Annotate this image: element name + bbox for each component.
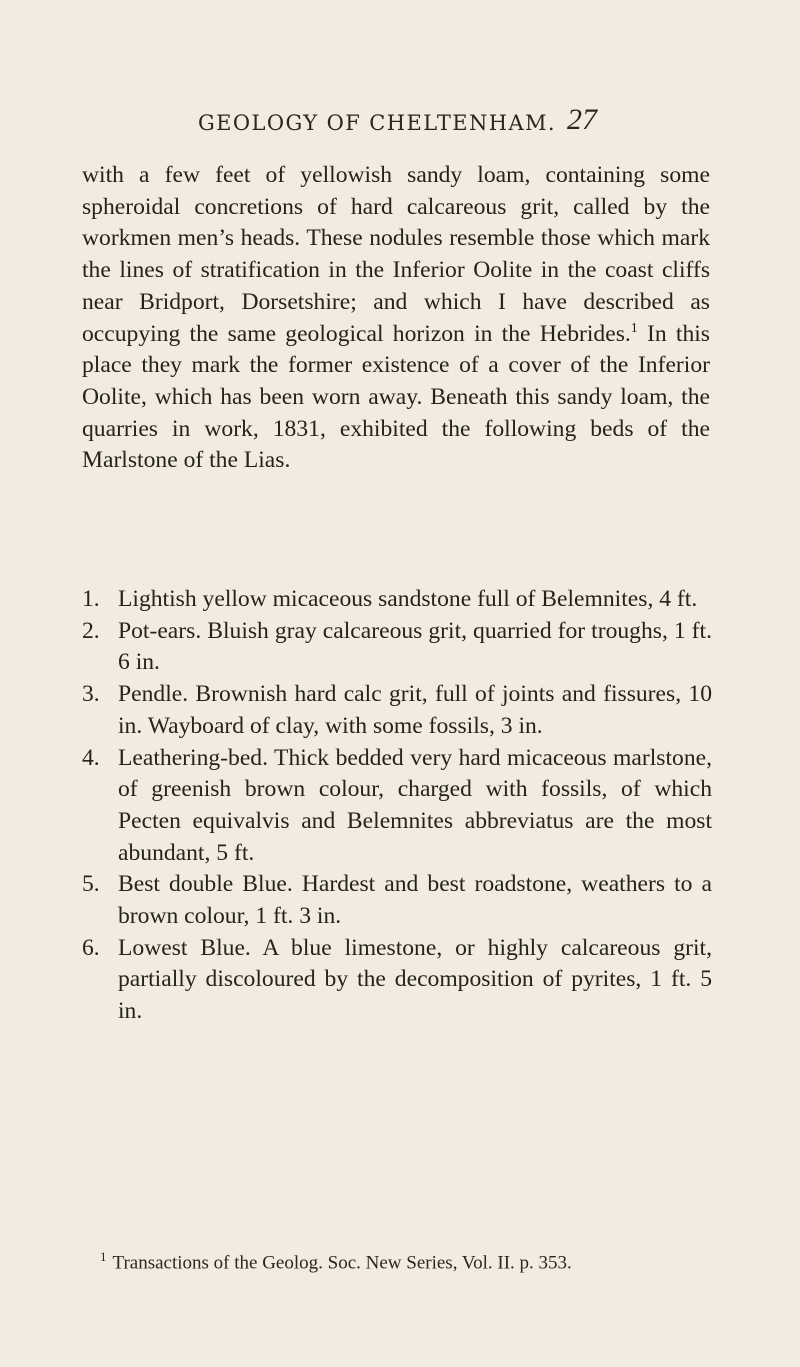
- beds-list: [82, 584, 712, 1028]
- intro-paragraph: [82, 160, 710, 477]
- list-item-number: 5.: [82, 871, 100, 898]
- list-item: [82, 933, 712, 1028]
- list-item: [82, 869, 712, 932]
- footnote: [100, 1249, 572, 1274]
- list-item-number: 2.: [82, 617, 100, 644]
- footnote-reference: 1: [630, 320, 638, 336]
- list-item-text: Pendle. Brownish hard calc grit, full of joints and fissures, 10 in. Wayboard of clay, with some fossils, 3 in.: [118, 681, 712, 739]
- paragraph-text-end: In this place they mark the former existence of a cover of the Inferior Oolite, which has been worn away. Beneath this sandy loam, the quarries in work, 1831, exhibited the following beds of the Marlstone of the Lias.: [82, 320, 710, 474]
- main-text: [82, 160, 710, 477]
- list-item-number: 3.: [82, 681, 100, 708]
- paragraph-text-start: with a few feet of yellowish sandy loam, containing some spheroidal concretions of hard calcareous grit, called by the workmen men’s heads. These nodules resemble those which mark the lines of stratification in the Inferior Oolite in the coast cliffs near Bridport, Dorsetshire; and which I have described as occupying the same geological horizon in the Hebrides.: [82, 162, 710, 347]
- list-item-text: Pot-ears. Bluish gray calcareous grit, quarried for troughs, 1 ft. 6 in.: [118, 617, 712, 676]
- list-item: [82, 679, 712, 742]
- list-item: [82, 743, 712, 870]
- list-item-number: 1.: [82, 586, 100, 612]
- list-item-text: Leathering-bed. Thick bedded very hard micaceous marlstone, of greenish brown colour, charged with fossils, of which Pecten equivalvis and Belemnites abbreviatus are the most abundant, 5 ft.: [118, 744, 712, 866]
- page-number: 27: [567, 103, 597, 136]
- page-header: [0, 103, 800, 143]
- list-item-text: Lowest Blue. A blue limestone, or highly calcareous grit, partially discoloured by the decomposition of pyrites, 1 ft. 5 in.: [118, 934, 712, 1025]
- list-item: [82, 584, 712, 616]
- list-item: [82, 616, 712, 679]
- list-item-text: Lightish yellow micaceous sandstone full of Belemnites, 4 ft.: [118, 586, 698, 612]
- list-item-number: 6.: [82, 934, 100, 961]
- list-item-text: Best double Blue. Hardest and best roadstone, weathers to a brown colour, 1 ft. 3 in.: [118, 871, 712, 930]
- footnote-mark: 1: [100, 1249, 107, 1264]
- footnote-text: Transactions of the Geolog. Soc. New Series, Vol. II. p. 353.: [112, 1252, 572, 1274]
- running-head: GEOLOGY OF CHELTENHAM.: [198, 111, 557, 135]
- list-item-number: 4.: [82, 744, 100, 771]
